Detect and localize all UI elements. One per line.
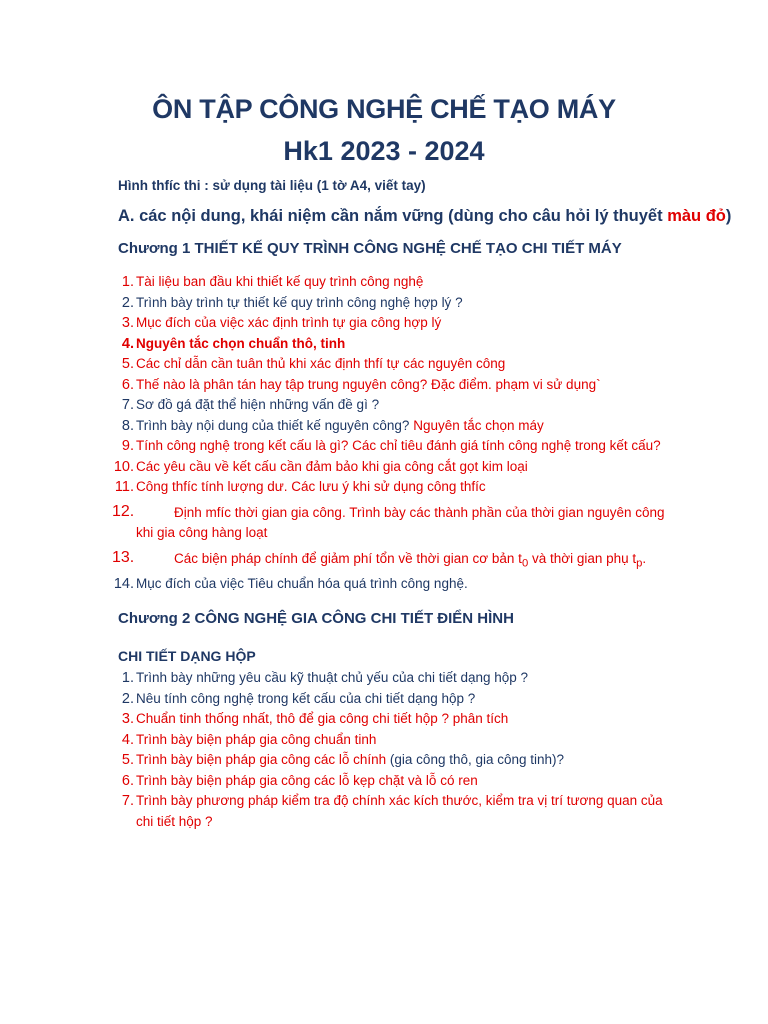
item-text-blue: (gia công thô, gia công tinh)?: [389, 752, 565, 767]
item-number: 7.: [121, 397, 134, 413]
item-number: 5.: [121, 356, 134, 372]
item-number: 10.: [113, 458, 134, 475]
item-number: 11.: [114, 479, 134, 495]
document-title: ÔN TẬP CÔNG NGHỆ CHẾ TẠO MÁY: [152, 94, 616, 124]
item-text: Thế nào là phân tán hay tập trung nguyên công? Đặc điểm. phạm vi sử dụng`: [136, 376, 601, 392]
item-text: Tính công nghệ trong kết cấu là gì? Các chỉ tiêu đánh giá tính công nghệ trong kết cấu?: [136, 438, 661, 453]
exam-form-note: Hình thfíc thi : sử dụng tài liệu (1 tờ A4, viết tay): [118, 178, 426, 193]
item-text: Chuẩn tinh thống nhất, thô để gia công chi tiết hộp ? phân tích: [136, 711, 509, 726]
list-item: [118, 272, 678, 293]
list-item: [118, 709, 678, 730]
list-item: [118, 313, 678, 334]
box-part-subheading: CHI TIẾT DẠNG HỘP: [118, 648, 256, 664]
item-text: Trình bày biện pháp gia công các lỗ chính: [136, 752, 390, 767]
list-item: [118, 730, 678, 751]
item-text: Tài liệu ban đầu khi thiết kế quy trình công nghệ: [136, 274, 424, 289]
item-text-red: Nguyên tắc chọn máy: [413, 417, 544, 433]
list-item: [118, 416, 678, 437]
chapter-2-list: [118, 668, 678, 832]
section-a-red-text: màu đỏ: [667, 207, 726, 225]
chapter-2-heading: Chương 2 CÔNG NGHỆ GIA CÔNG CHI TIẾT ĐIỂN HÌNH: [118, 610, 514, 627]
item-text: Định mfíc thời gian gia công. Trình bày các thành phần của thời gian nguyên công khi gia công hàng loạt: [136, 504, 665, 540]
list-item: [118, 354, 678, 375]
chapter-1-list: [112, 272, 678, 594]
item-text: Trình bày những yêu cầu kỹ thuật chủ yếu của chi tiết dạng hộp ?: [136, 670, 529, 685]
item-number: 14.: [113, 575, 134, 592]
subscript-p: p: [636, 557, 643, 570]
item-number: 3.: [121, 711, 134, 727]
list-item: [118, 791, 678, 832]
item-text: Công thfíc tính lượng dư. Các lưu ý khi sử dụng công thfíc: [136, 479, 486, 494]
item-text: Các yêu cầu về kết cấu cần đảm bảo khi gia công cắt gọt kim loại: [136, 458, 528, 474]
section-a-text: A. các nội dung, khái niệm cần nắm vững (dùng cho câu hỏi lý thuyết: [118, 207, 668, 225]
item-text: Nêu tính công nghệ trong kết cấu của chi tiết dạng hộp ?: [136, 690, 476, 706]
item-text: Trình bày nội dung của thiết kế nguyên công?: [136, 417, 414, 433]
item-number: 12.: [112, 502, 135, 520]
item-text: Mục đích của việc xác định trình tự gia công hợp lý: [136, 315, 442, 330]
list-item: [114, 477, 678, 498]
list-item: [113, 457, 678, 478]
item-text: Sơ đồ gá đặt thể hiện những vấn đề gì ?: [136, 397, 380, 412]
list-item: [118, 375, 678, 396]
item-number: 4.: [121, 731, 134, 748]
list-item: [113, 574, 678, 595]
chapter-1-heading: Chương 1 THIẾT KẾ QUY TRÌNH CÔNG NGHỆ CHẾ TẠO CHI TIẾT MÁY: [118, 240, 622, 257]
item-text: Trình bày biện pháp gia công chuẩn tinh: [136, 731, 377, 747]
section-a-heading: [118, 207, 731, 226]
item-text-mid: và thời gian phụ t: [528, 550, 637, 566]
item-number: 1.: [121, 274, 134, 290]
list-item: [118, 293, 678, 314]
item-number: 9.: [121, 438, 134, 454]
item-number: 6.: [121, 376, 134, 393]
item-text: Các biện pháp chính để giảm phí tổn về thời gian cơ bản t: [174, 550, 522, 566]
list-item: [112, 544, 678, 574]
item-number: 3.: [121, 315, 134, 331]
item-number: 2.: [121, 690, 134, 707]
item-text-end: .: [642, 550, 647, 566]
semester-title: Hk1 2023 - 2024: [283, 136, 485, 166]
list-item: [118, 771, 678, 792]
item-text: Mục đích của việc Tiêu chuẩn hóa quá trình công nghệ.: [136, 575, 468, 591]
item-number: 2.: [121, 294, 134, 311]
item-text: Trình bày phương pháp kiểm tra độ chính xác kích thước, kiểm tra vị trí tương quan của chi tiết hộp ?: [136, 793, 663, 829]
item-number: 13.: [112, 548, 135, 566]
list-item: [118, 436, 678, 457]
subscript-zero: 0: [521, 557, 529, 570]
item-text: Các chỉ dẫn cần tuân thủ khi xác định thfí tự các nguyên công: [136, 356, 506, 371]
section-a-end: ): [725, 207, 732, 225]
item-text: Trình bày biện pháp gia công các lỗ kẹp chặt và lỗ có ren: [136, 772, 478, 788]
item-text: Nguyên tắc chọn chuẩn thô, tinh: [136, 335, 346, 351]
list-item: [118, 668, 678, 689]
list-item: [118, 750, 678, 771]
list-item: [118, 689, 678, 710]
item-number: 4.: [121, 335, 134, 352]
item-number: 7.: [121, 793, 134, 809]
list-item: [118, 334, 678, 355]
item-number: 1.: [121, 670, 134, 686]
item-number: 5.: [121, 752, 134, 768]
item-number: 8.: [121, 417, 134, 434]
item-text: Trình bày trình tự thiết kế quy trình công nghệ hợp lý ?: [136, 294, 463, 310]
list-item: [112, 498, 678, 544]
list-item: [118, 395, 678, 416]
item-number: 6.: [121, 772, 134, 789]
